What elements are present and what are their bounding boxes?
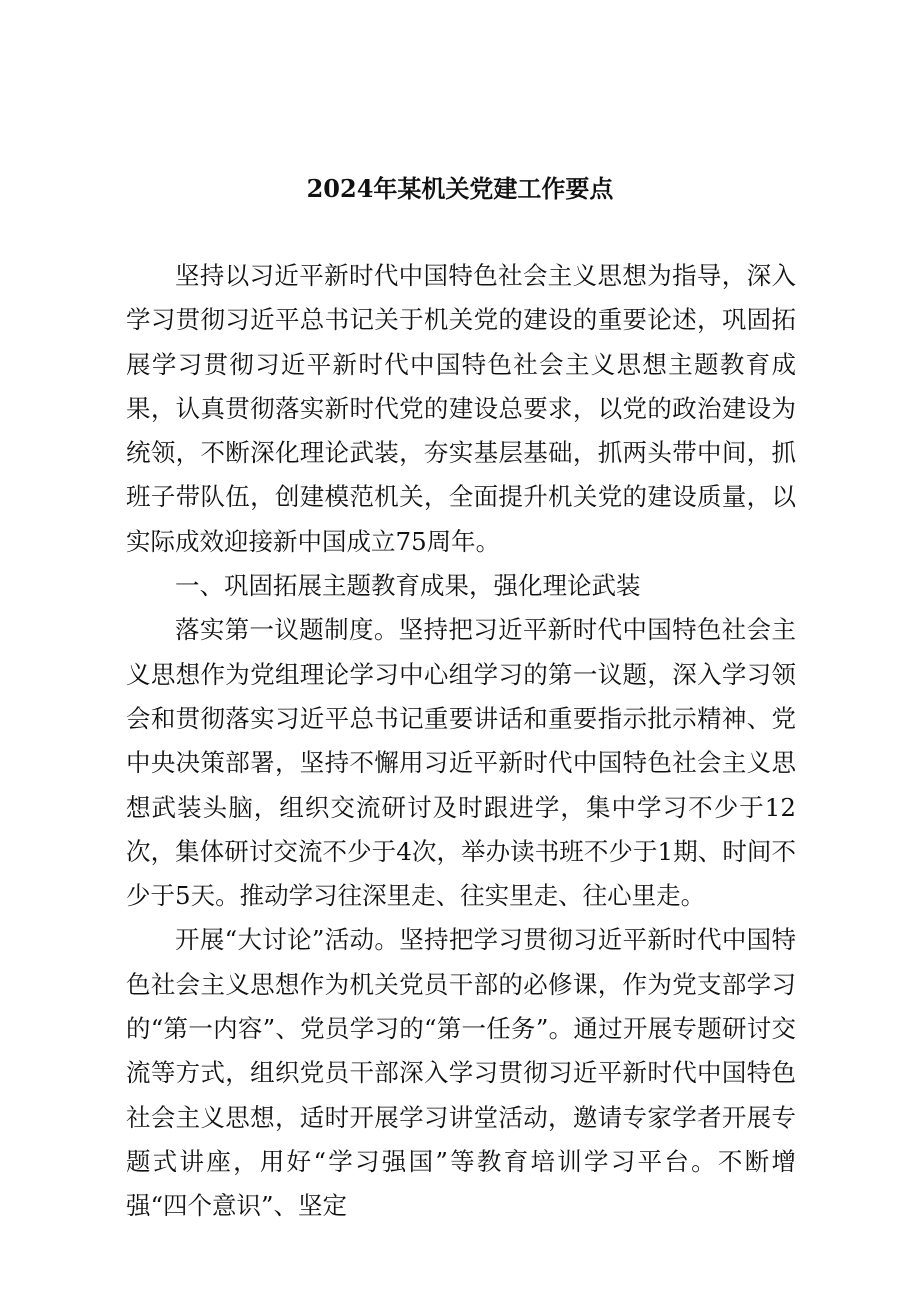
intro-paragraph: 坚持以习近平新时代中国特色社会主义思想为指导，深入学习贯彻习近平总书记关于机关党的建设的重要论述，巩固拓展学习贯彻习近平新时代中国特色社会主义思想主题教育成果，认真贯彻落实新时代党的建设总要求，以党的政治建设为统领，不断深化理论武装，夯实基层基础，抓两头带中间，抓班子带队伍，创建模范机关，全面提升机关党的建设质量，以实际成效迎接新中国成立75周年。 — [126, 261, 796, 556]
document-title: 2024年某机关党建工作要点 — [306, 174, 614, 203]
section-heading-1: 一、巩固拓展主题教育成果，强化理论武装 — [175, 571, 641, 601]
paragraph-first-topic: 落实第一议题制度。坚持把习近平新时代中国特色社会主义思想作为党组理论学习中心组学习的第一议题，深入学习领会和贯彻落实习近平总书记重要讲话和重要指示批示精神、党中央决策部署，坚持不懈用习近平新时代中国特色社会主义思想武装头脑，组织交流研讨及时跟进学，集中学习不少于12次，集体研讨交流不少于4次，举办读书班不少于1期、时间不少于5天。推动学习往深里走、往实里走、往心里走。 — [126, 615, 796, 911]
document-body — [126, 254, 796, 1229]
paragraph-discussion-activity: 开展“大讨论”活动。坚持把学习贯彻习近平新时代中国特色社会主义思想作为机关党员干部的必修课，作为党支部学习的“第一内容”、党员学习的“第一任务”。通过开展专题研讨交流等方式，组织党员干部深入学习贯彻习近平新时代中国特色社会主义思想，适时开展学习讲堂活动，邀请专家学者开展专题式讲座，用好“学习强国”等教育培训学习平台。不断增强“四个意识”、坚定 — [126, 925, 796, 1221]
